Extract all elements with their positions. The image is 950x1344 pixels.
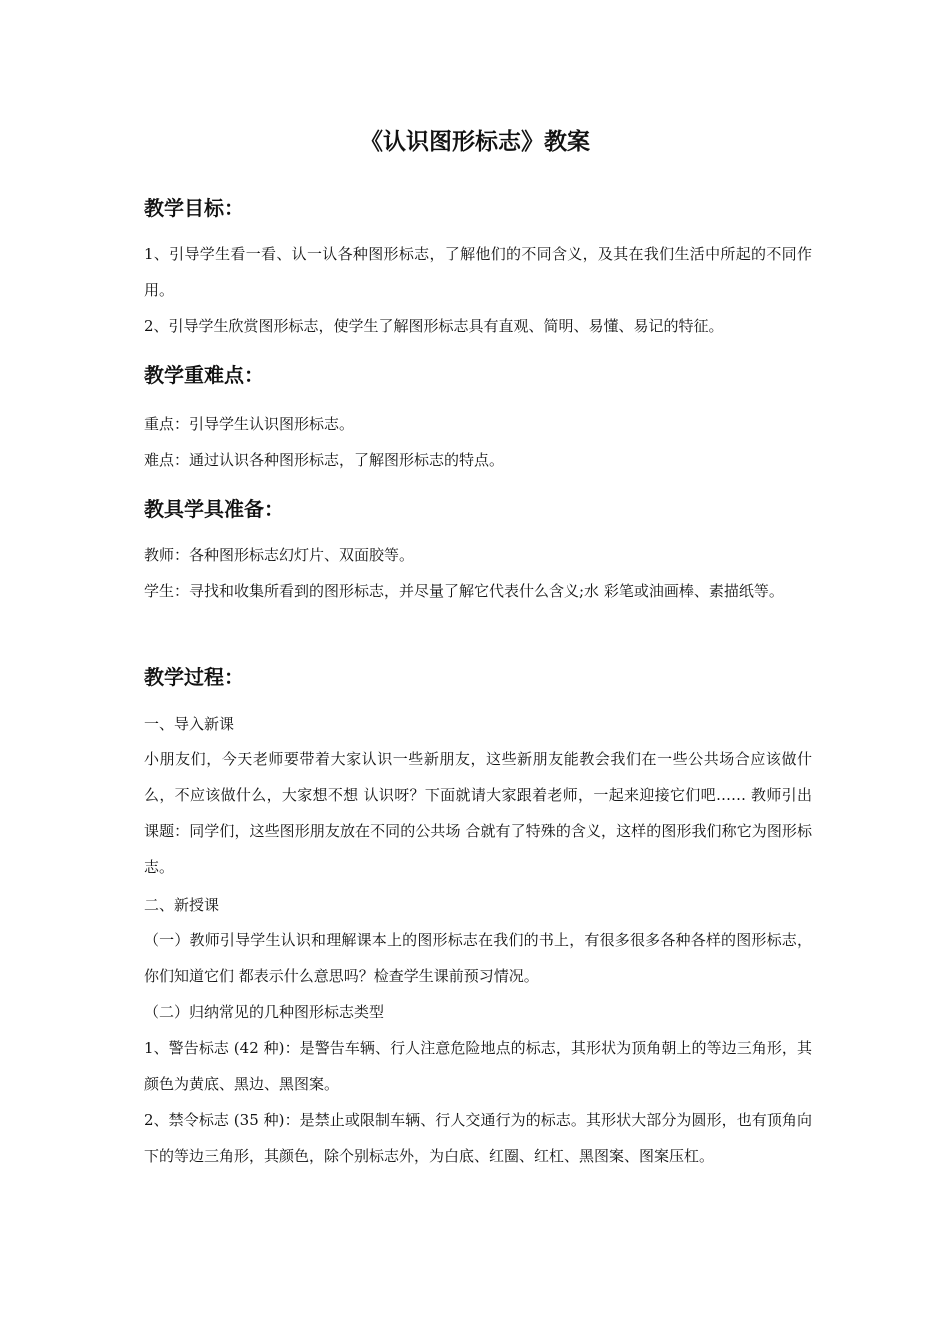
materials-student: 学生：寻找和收集所看到的图形标志，并尽量了解它代表什么含义;水 彩笔或油画棒、素描纸等。 bbox=[144, 582, 784, 600]
process-part1-text: 小朋友们，今天老师要带着大家认识一些新朋友，这些新朋友能教会我们在一些公共场合应该做什么，不应该做什么，大家想不想 认识呀？下面就请大家跟着老师，一起来迎接它们吧…… 教师引出课题：同学们，这些图形朋友放在不同的公共场 合就有了特殊的含义，这样的图形我们称它为图形标志。 bbox=[144, 750, 812, 876]
key-point-difficulty: 难点：通过认识各种图形标志，了解图形标志的特点。 bbox=[144, 451, 505, 469]
key-points-heading: 教学重难点： bbox=[144, 363, 264, 387]
process-subsection-2: （二）归纳常见的几种图形标志类型 bbox=[144, 1003, 385, 1021]
objectives-item-1: 1、引导学生看一看、认一认各种图形标志，了解他们的不同含义，及其在我们生活中所起的不同作用。 bbox=[144, 245, 812, 299]
sign-type-warning: 1、警告标志 (42 种)：是警告车辆、行人注意危险地点的标志，其形状为顶角朝上的等边三角形，其颜色为黄底、黑边、黑图案。 bbox=[144, 1039, 812, 1093]
process-part2-title: 二、新授课 bbox=[144, 896, 220, 914]
objectives-item-2: 2、引导学生欣赏图形标志，使学生了解图形标志具有直观、简明、易懂、易记的特征。 bbox=[144, 317, 724, 335]
process-part1-title: 一、导入新课 bbox=[144, 715, 235, 733]
process-heading: 教学过程： bbox=[144, 665, 244, 689]
sign-type-prohibition: 2、禁令标志 (35 种)：是禁止或限制车辆、行人交通行为的标志。其形状大部分为圆形，也有顶角向下的等边三角形，其颜色，除个别标志外，为白底、红圈、红杠、黑图案、图案压杠。 bbox=[144, 1111, 812, 1165]
document-title: 《认识图形标志》教案 bbox=[360, 129, 590, 155]
materials-heading: 教具学具准备： bbox=[144, 497, 284, 521]
objectives-heading: 教学目标： bbox=[144, 196, 244, 220]
materials-teacher: 教师：各种图形标志幻灯片、双面胶等。 bbox=[144, 546, 415, 564]
process-subsection-1: （一）教师引导学生认识和理解课本上的图形标志在我们的书上，有很多很多各种各样的图形标志，你们知道它们 都表示什么意思吗？检查学生课前预习情况。 bbox=[144, 931, 812, 985]
key-point-focus: 重点：引导学生认识图形标志。 bbox=[144, 415, 355, 433]
